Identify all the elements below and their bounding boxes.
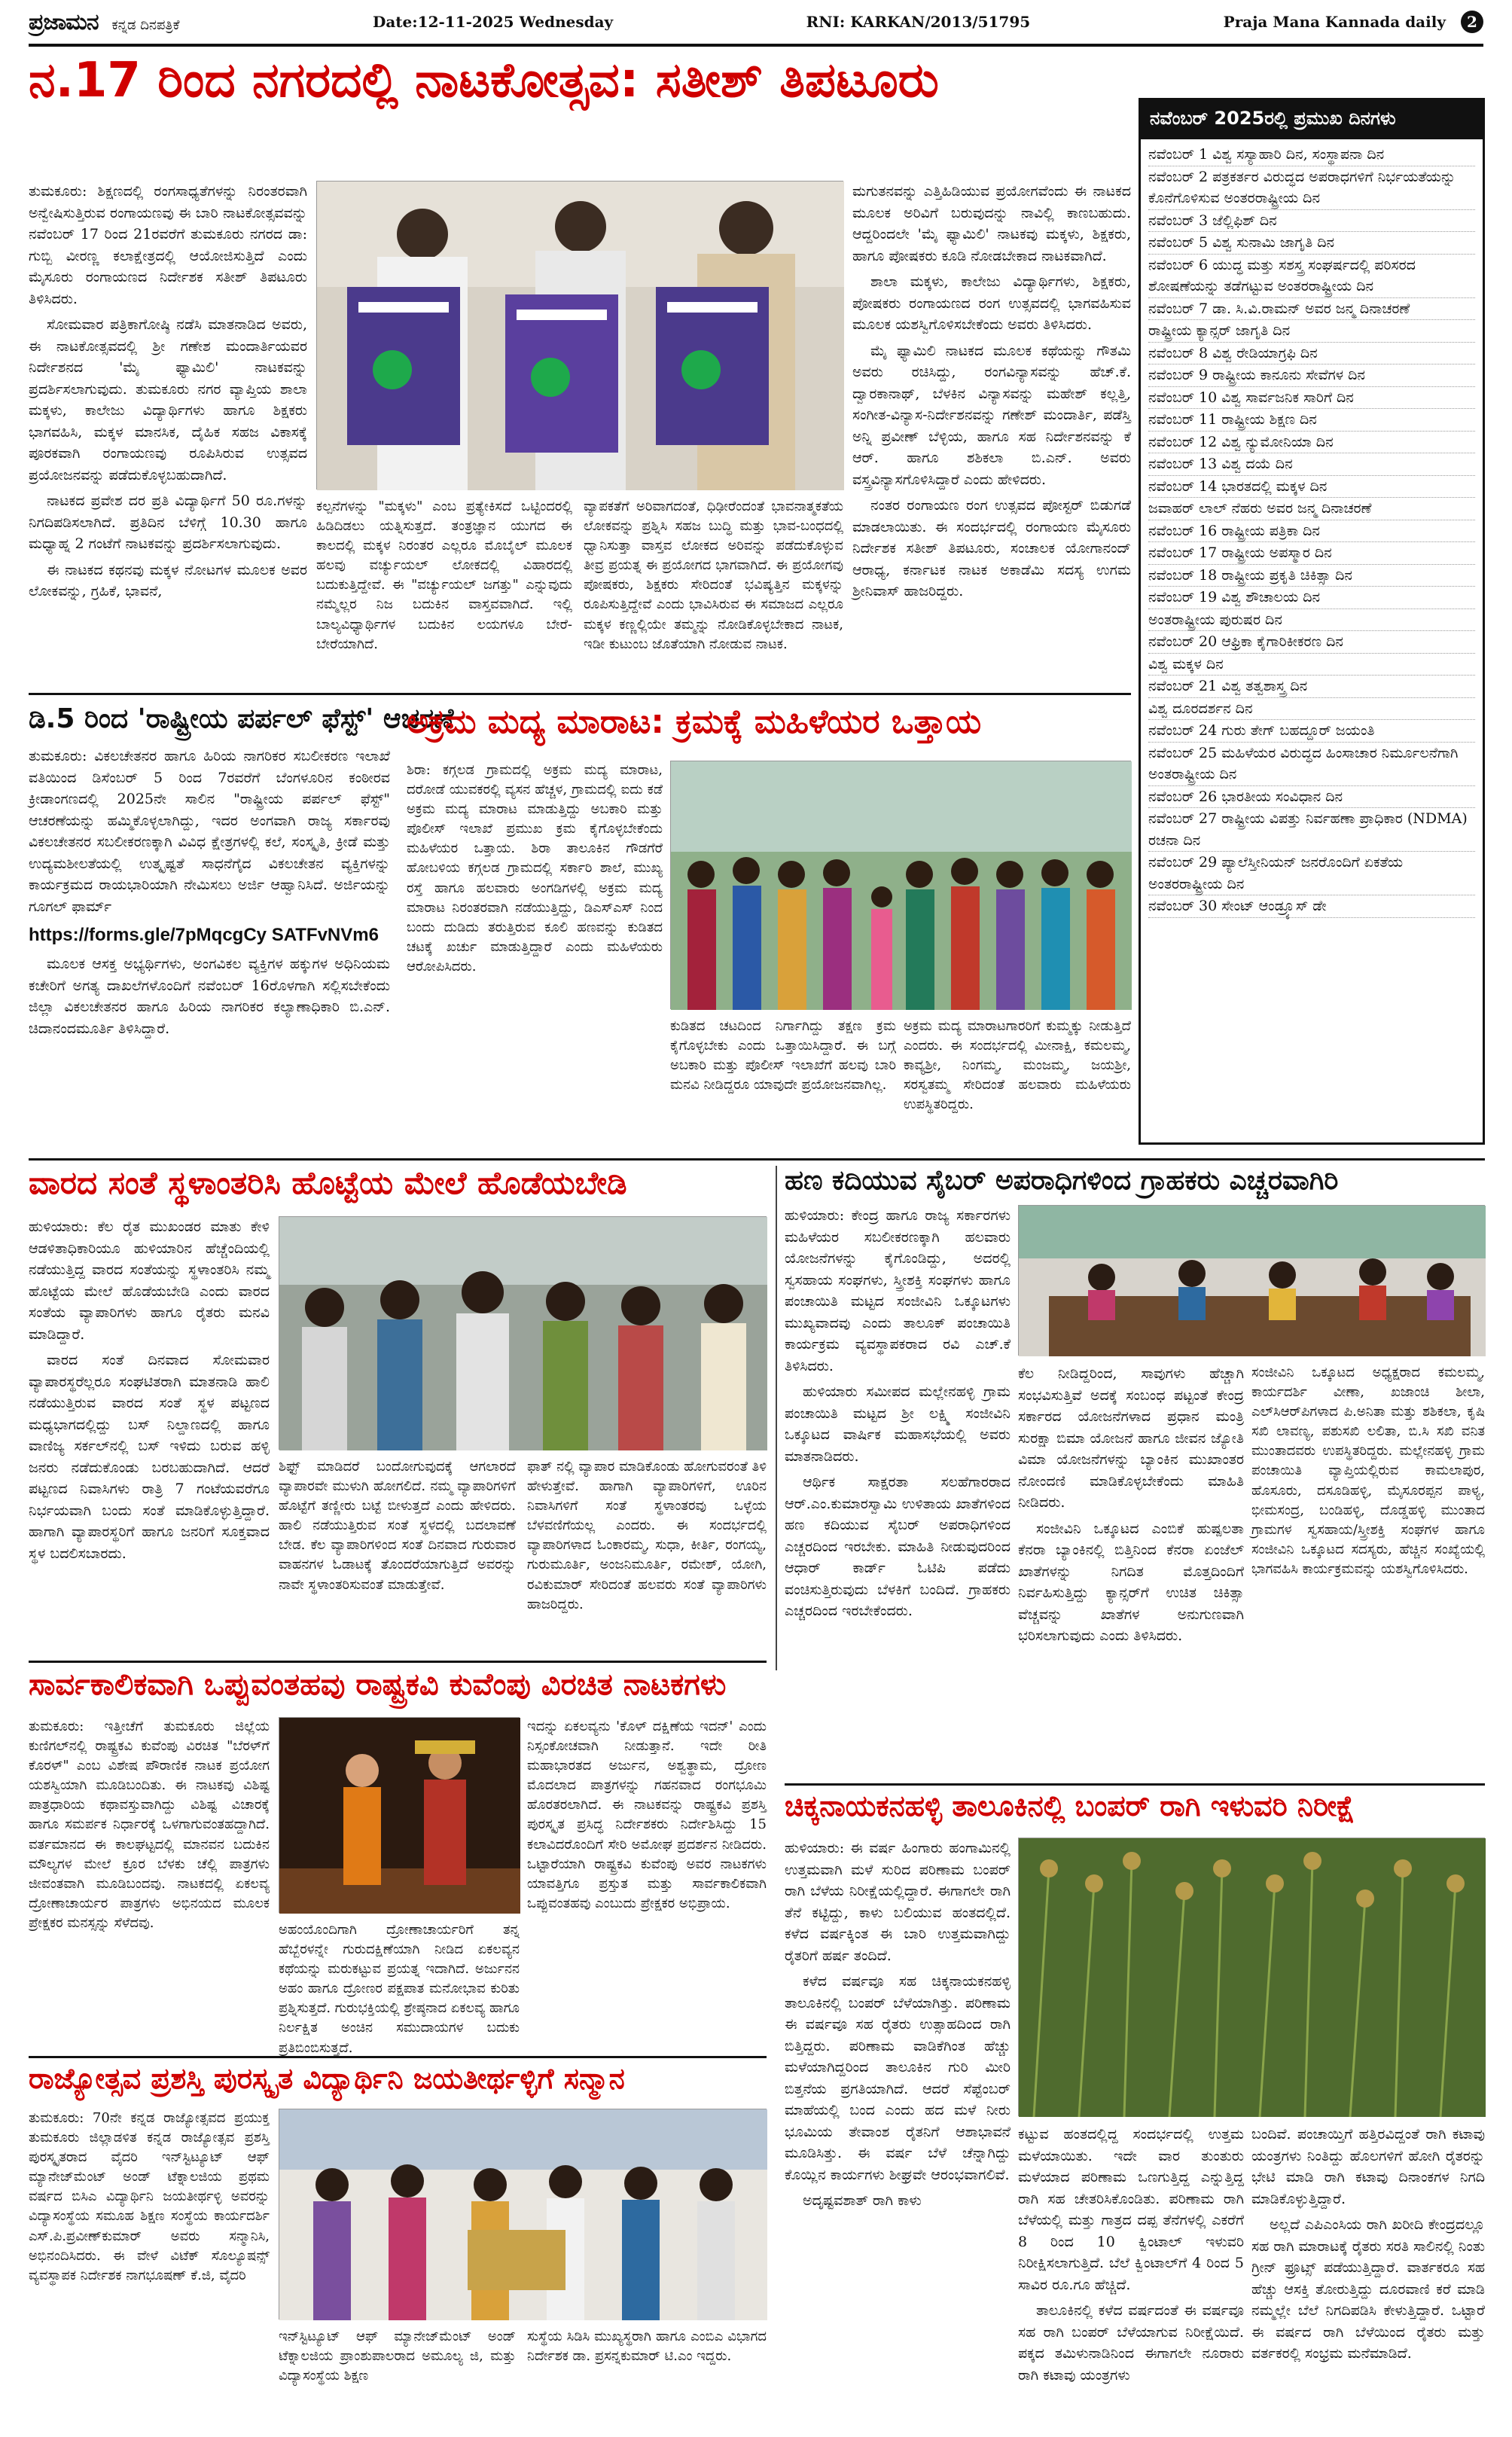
market-vendors-photo <box>279 1217 767 1450</box>
section-divider <box>29 1661 767 1663</box>
story3-photo <box>670 761 1131 1009</box>
felicitation-photo <box>279 2109 767 2320</box>
story1-paragraph: ಮೈ ಫ್ಯಾಮಿಲಿ ನಾಟಕದ ಮೂಲಕ ಕಥೆಯನ್ನು ಗೌತಮಿ ಅವರು ರಚಿಸಿದ್ದು, ರಂಗವಿನ್ಯಾಸವನ್ನು ಹೆಚ್.ಕೆ. ದ್ವಾರಕಾನಾಥ್, ಬೆಳಕಿನ ವಿನ್ಯಾಸವನ್ನು ಮಹೇಶ್ ಕಲ್ಲತ್ತಿ, ಸಂಗೀತ-ವಿನ್ಯಾಸ-ನಿರ್ದೇಶನವನ್ನು ಗಣೇಶ್ ಮಂದಾರ್ತಿ, ಪಡೆಸ್ತಿ ಅನ್ನಿ ಪ್ರವೀಣ್ ಬೆಳ್ಳಿಯ, ಹಾಗೂ ಸಹ ನಿರ್ದೇಶನವನ್ನು ಕೆ ಆರ್. ಹಾಗೂ ಶಶಿಕಲಾ ಬಿ.ಎನ್. ಅವರು ವಸ್ತ್ರವಿನ್ಯಾಸಗೊಳಿಸಿದ್ದಾರೆ ಎಂದು ಹೇಳಿದರು. <box>852 342 1131 488</box>
section-divider <box>785 1783 1485 1786</box>
story7-caption: ಇನ್‌ಸ್ಟಿಟ್ಯೂಟ್ ಆಫ್ ಮ್ಯಾನೇಜ್‌ಮೆಂಟ್ ಅಂಡ್ ಟೆಕ್ನಾಲಜಿಯ ಪ್ರಾಂಶುಪಾಲರಾದ ಅಮೂಲ್ಯ ಜಿ, ಮತ್ತು ವಿದ್ಯಾಸಂಸ್ಥೆಯ ಶಿಕ್ಷಣ <box>279 2329 516 2384</box>
important-days-list <box>1141 139 1483 923</box>
women-protest-photo <box>671 761 1132 1010</box>
play-stage-photo <box>279 1718 520 1914</box>
rni-number: RNI: KARKAN/2013/51795 <box>806 13 1031 31</box>
story5-col1 <box>785 1205 1011 1777</box>
important-day-item: ನವೆಂಬರ್ 16 ರಾಷ್ಟ್ರೀಯ ಪತ್ರಿಕಾ ದಿನ <box>1148 520 1475 543</box>
important-day-item: ನವೆಂಬರ್ 8 ವಿಶ್ವ ರೇಡಿಯಾಗ್ರಫಿ ದಿನ <box>1148 343 1475 365</box>
important-day-item: ಜವಾಹರ್ ಲಾಲ್ ನೆಹರು ಅವರ ಜನ್ಮ ದಿನಾಚರಣೆ <box>1148 498 1475 520</box>
story1-col3 <box>852 181 1131 685</box>
important-day-item: ನವೆಂಬರ್ 5 ವಿಶ್ವ ಸುನಾಮಿ ಜಾಗೃತಿ ದಿನ <box>1148 232 1475 255</box>
brand-tagline: ಕನ್ನಡ ದಿನಪತ್ರಿಕೆ <box>111 17 180 33</box>
story1-col1 <box>29 181 307 685</box>
story5-paragraph: ಆರ್ಥಿಕ ಸಾಕ್ಷರತಾ ಸಲಹೆಗಾರರಾದ ಆರ್.ಎಂ.ಕುಮಾರಸ್ವಾಮಿ ಉಳಿತಾಯ ಖಾತೆಗಳಿಂದ ಹಣ ಕದಿಯುವ ಸೈಬರ್ ಅಪರಾಧಿಗಳಿಂದ ಎಚ್ಚರದಿಂದ ಇರಬೇಕು. ಮಾಹಿತಿ ನೀಡುವುದರಿಂದ ಆಧಾರ್ ಕಾರ್ಡ್ ಓಟಿಪಿ ಪಡೆದು ವಂಚಿಸುತ್ತಿರುವುದು ಬೆಳಕಿಗೆ ಬಂದಿದೆ. ಗ್ರಾಹಕರು ಎಚ್ಚರದಿಂದ ಇರಬೇಕೆಂದರು. <box>785 1474 1011 1619</box>
story5-paragraph: ಕೆಲ ನೀಡಿದ್ದರಿಂದ, ಸಾವುಗಳು ಹೆಚ್ಚಾಗಿ ಸಂಭವಿಸುತ್ತಿವೆ ಅದಕ್ಕೆ ಸಂಬಂಧ ಪಟ್ಟಂತೆ ಕೇಂದ್ರ ಸರ್ಕಾರದ ಯೋಜನೆಗಳಾದ ಪ್ರಧಾನ ಮಂತ್ರಿ ಸುರಕ್ಷಾ ಬಿಮಾ ಯೋಜನೆ ಹಾಗೂ ಜೀವನ ಜ್ಯೋತಿ ವಿಮಾ ಯೋಜನೆಗಳನ್ನು ಬ್ಯಾಂಕಿನ ಮುಖಾಂತರ ನೋಂದಣಿ ಮಾಡಿಕೊಳ್ಳಬೇಕೆಂದು ಮಾಹಿತಿ ನೀಡಿದರು. <box>1018 1365 1244 1511</box>
story4-col1 <box>29 1216 270 1653</box>
important-days-title: ನವೆಂಬರ್ 2025ರಲ್ಲಿ ಪ್ರಮುಖ ದಿನಗಳು <box>1141 100 1483 139</box>
important-day-item: ನವೆಂಬರ್ 18 ರಾಷ್ಟ್ರೀಯ ಪ್ರಕೃತಿ ಚಿಕಿತ್ಸಾ ದಿನ <box>1148 565 1475 587</box>
story5-paragraph: ಸಂಜೀವಿನಿ ಒಕ್ಕೂಟದ ಎಂಬಿಕೆ ಹುಷ್ಪಲತಾ ಕೆನರಾ ಬ್ಯಾಂಕಿನಲ್ಲಿ ಬಿತ್ತಿನಿಂದ ಕೆನರಾ ಏಂಜೆಲ್ ಖಾತೆಗಳನ್ನು ನಿಗದಿತ ಮೊತ್ತದಿಂದಿಗೆ ನಿರ್ವಹಿಸುತ್ತಿದ್ದು ಕ್ಯಾನ್ಸರ್‌ಗೆ ಉಚಿತ ಚಿಕಿತ್ಸಾ ವೆಚ್ಚವನ್ನು ಖಾತೆಗಳ ಅನುಗುಣವಾಗಿ ಭರಿಸಲಾಗುವುದು ಎಂದು ತಿಳಿಸಿದರು. <box>1018 1520 1244 1644</box>
story8-col3 <box>1251 2124 1485 2425</box>
story7-col1: ತುಮಕೂರು: 70ನೇ ಕನ್ನಡ ರಾಜ್ಯೋತ್ಸವದ ಪ್ರಯುಕ್ತ ತುಮಕೂರು ಜಿಲ್ಲಾಡಳಿತ ಕನ್ನಡ ರಾಜ್ಯೋತ್ಸವ ಪ್ರಶಸ್ತಿ ಪುರಸ್ಕೃತರಾದ ವೈದರಿ ಇನ್‌ಸ್ಟಿಟ್ಯೂಟ್ ಆಫ್ ಮ್ಯಾನೇಜ್‌ಮೆಂಟ್ ಅಂಡ್ ಟೆಕ್ನಾಲಜಿಯ ಪ್ರಥಮ ವರ್ಷದ ಬಿಸಿಎ ವಿದ್ಯಾರ್ಥಿನಿ ಜಯತೀರ್ಥಳ್ಳಿ ಅವರನ್ನು ವಿದ್ಯಾಸಂಸ್ಥೆಯ ಸಮೂಹ ಶಿಕ್ಷಣ ಸಂಸ್ಥೆಯ ಕಾರ್ಯದರ್ಶಿ ಎಸ್.ಪಿ.ಪ್ರವೀಣ್‌ಕುಮಾರ್ ಅವರು ಸನ್ಮಾನಿಸಿ, ಅಭಿನಂದಿಸಿದರು. ಈ ವೇಳೆ ವಿಟೆಕ್ ಸೊಲ್ಯೂಷನ್ಸ್ ವ್ಯವಸ್ಥಾಪಕ ನಿರ್ದೇಶಕ ನಾಗಭೂಷಣ್ ಕೆ.ಜಿ, ವೈದರಿ <box>29 2110 270 2283</box>
story1-col2a: ಕಲ್ಪನೆಗಳನ್ನು "ಮಕ್ಕಳು" ಎಂಬ ಪ್ರತ್ಯೇಕಿಸದೆ ಒಟ್ಟಿಂದರಲ್ಲಿ ಹಿಡಿದಿಡಲು ಯತ್ನಿಸುತ್ತದೆ. ತಂತ್ರಜ್ಞಾನ ಯುಗದ ಈ ಕಾಲದಲ್ಲಿ ಮಕ್ಕಳ ನಿರಂತರ ಎಲ್ಲರೂ ಮೊಬೈಲ್ ಮೂಲಕ ಹಲವು ವರ್ಚ್ಯುಯಲ್ ಲೋಕದಲ್ಲಿ ವಿಹಾರದಲ್ಲಿ ಬದುಕುತ್ತಿದ್ದೇವೆ. ಈ "ವರ್ಚ್ಯುಯಲ್ ಜಗತ್ತು" ಎನ್ನುವುದು ನಮ್ಮೆಲ್ಲರ ನಿಜ ಬದುಕಿನ ವಾಸ್ತವವಾಗಿದೆ. ಇಲ್ಲಿ ಬಾಲ್ಯವಿಧ್ಯಾರ್ಥಿಗಳ ಬದುಕಿನ ಲಯಗಳೂ ಬೇರೆ-ಬೇರೆಯಾಗಿದೆ. <box>316 499 572 652</box>
page-number: 2 <box>1461 11 1483 33</box>
poster-release-photo <box>317 181 844 490</box>
masthead-right <box>1224 11 1483 33</box>
important-day-item: ನವೆಂಬರ್ 2 ಪತ್ರಕರ್ತರ ವಿರುದ್ಧದ ಅಪರಾಧಗಳಿಗೆ ನಿರ್ಭಯತೆಯನ್ನು ಕೊನೆಗೊಳಿಸುವ ಅಂತರರಾಷ್ಟ್ರೀಯ ದಿನ <box>1148 166 1475 210</box>
story8-paragraph: ಬಂದಿವೆ. ಪಂಚಾಯ್ತಿಗೆ ಹತ್ತಿರವಿದ್ದಂತೆ ರಾಗಿ ಕಟಾವು ಯಂತ್ರಗಳು ನಿಂತಿದ್ದು ಹೊಲಗಳಿಗೆ ಹೋಗಿ ರೈತರನ್ನು ಭೇಟಿ ಮಾಡಿ ರಾಗಿ ಕಟಾವು ದಿನಾಂಕಗಳ ನಿಗದಿ ಮಾಡಿಕೊಳ್ಳುತ್ತಿದ್ದಾರೆ. <box>1251 2126 1485 2207</box>
important-day-item: ನವೆಂಬರ್ 6 ಯುದ್ಧ ಮತ್ತು ಸಶಸ್ತ್ರ ಸಂಘರ್ಷದಲ್ಲಿ ಪರಿಸರದ ಶೋಷಣೆಯನ್ನು ತಡೆಗಟ್ಟುವ ಅಂತರರಾಷ್ಟ್ರೀಯ ದಿನ <box>1148 255 1475 298</box>
story6-col3: ಇದನ್ನು ಏಕಲವ್ಯನು 'ಕೊಳ್ ದಕ್ಷಿಣೆಯ ಇದನ್' ಎಂದು ನಿಸ್ಸಂಕೋಚವಾಗಿ ನೀಡುತ್ತಾನೆ. ಇದೇ ರೀತಿ ಮಹಾಭಾರತದ ಅರ್ಜುನ, ಅಶ್ವತ್ಥಾಮ, ದ್ರೋಣ ಮೊದಲಾದ ಪಾತ್ರಗಳನ್ನು ಗಹನವಾದ ರಂಗಭೂಮಿ ಹೊರತರಲಾಗಿದೆ. ಈ ನಾಟಕವನ್ನು ರಾಷ್ಟ್ರಕವಿ ಪ್ರಶಸ್ತಿ ಪುರಸ್ಕೃತ ಪ್ರಸಿದ್ಧ ನಿರ್ದೇಶಕರು ನಿರ್ದೇಶಿಸಿದ್ದು 15 ಕಲಾವಿದರೊಂದಿಗೆ ಸೇರಿ ಅಮೋಘ ಪ್ರದರ್ಶನ ನೀಡಿದರು. ಒಟ್ಟಾರೆಯಾಗಿ ರಾಷ್ಟ್ರಕವಿ ಕುವೆಂಪು ಅವರ ನಾಟಕಗಳು ಯಾವತ್ತಿಗೂ ಪ್ರಸ್ತುತ ಮತ್ತು ಸಾರ್ವಕಾಲಿಕವಾಗಿ ಒಪ್ಪುವಂತಹವು ಎಂಬುದು ಪ್ರೇಕ್ಷಕರ ಅಭಿಪ್ರಾಯ. <box>527 1719 767 1911</box>
story6-col1: ತುಮಕೂರು: ಇತ್ತೀಚೆಗೆ ತುಮಕೂರು ಜಿಲ್ಲೆಯ ಕುಣಿಗಲ್‌ನಲ್ಲಿ ರಾಷ್ಟ್ರಕವಿ ಕುವೆಂಪು ವಿರಚಿತ "ಬೆರಳ್‌ಗೆ ಕೊರಳ್" ಎಂಬ ವಿಶೇಷ ಪೌರಾಣಿಕ ನಾಟಕ ಪ್ರಯೋಗ ಯಶಸ್ವಿಯಾಗಿ ಮೂಡಿಬಂದಿತು. ಈ ನಾಟಕವು ವಿಶಿಷ್ಟ ಪಾತ್ರಧಾರಿಯ ಕಥಾವಸ್ತುವಾಗಿದ್ದು ವಿಶಿಷ್ಟ ವಿಚಾರಕ್ಕೆ ಹಾಗೂ ಸಮರ್ಪಕ ನಿರ್ಧಾರಕ್ಕೆ ಒಳಗಾಗುವಂತಹದ್ದಾಗಿದೆ. ವರ್ತಮಾನದ ಈ ಕಾಲಘಟ್ಟದಲ್ಲಿ ಮಾನವನ ಬದುಕಿನ ಮೌಲ್ಯಗಳ ಮೇಲೆ ಕ್ರೂರ ಬೆಳಕು ಚೆಲ್ಲಿ ಪಾತ್ರಗಳು ಜೀವಂತವಾಗಿ ಮೂಡಿಬಂದವು. ನಾಟಕದಲ್ಲಿ ಏಕಲವ್ಯ ದ್ರೋಣಾಚಾರ್ಯರ ಪಾತ್ರಗಳು ಅಭಿನಯದ ಮೂಲಕ ಪ್ರೇಕ್ಷಕರ ಮನಸ್ಸನ್ನು ಸೆಳೆದವು. <box>29 1719 270 1931</box>
form-link[interactable]: https://forms.gle/7pMqcgCy SATFvNVm6 <box>29 925 379 945</box>
story7-headline: ರಾಜ್ಯೋತ್ಸವ ಪ್ರಶಸ್ತಿ ಪುರಸ್ಕೃತ ವಿದ್ಯಾರ್ಥಿನಿ ಜಯತೀರ್ಥಳ್ಳಿಗೆ ಸನ್ಮಾನ <box>29 2062 625 2095</box>
story8-paragraph: ಕಳೆದ ವರ್ಷವೂ ಸಹ ಚಿಕ್ಕನಾಯಕನಹಳ್ಳಿ ತಾಲೂಕಿನಲ್ಲಿ ಬಂಪರ್ ಬೆಳೆಯಾಗಿತ್ತು. ಪರಿಣಾಮ ಈ ವರ್ಷವೂ ಸಹ ರೈತರು ಉತ್ಸಾಹದಿಂದ ರಾಗಿ ಬಿತ್ತಿದ್ದರು. ಪರಿಣಾಮ ವಾಡಿಕೆಗಿಂತ ಹೆಚ್ಚು ಮಳೆಯಾಗಿದ್ದರಿಂದ ತಾಲೂಕಿನ ಗುರಿ ಮೀರಿ ಬಿತ್ತನೆಯ ಪ್ರಗತಿಯಾಗಿದೆ. ಆದರೆ ಸೆಪ್ಟೆಂಬರ್ ಮಾಹೆಯಲ್ಲಿ ಬಂದ ಎಂದು ಹದ ಮಳೆ ನೀರು ಭೂಮಿಯ ತೇವಾಂಶ ರೈತನಿಗೆ ಆಶಾಭಾವನೆ ಮೂಡಿಸಿತ್ತು. ಈ ವರ್ಷ ಬೆಳೆ ಚೆನ್ನಾಗಿದ್ದು ಕೊಯ್ಲಿನ ಕಾರ್ಯಗಳು ಶೀಘ್ರವೇ ಆರಂಭವಾಗಲಿವೆ. <box>785 1973 1011 2183</box>
important-day-item: ನವೆಂಬರ್ 14 ಭಾರತದಲ್ಲಿ ಮಕ್ಕಳ ದಿನ <box>1148 476 1475 499</box>
story1-headline: ನ.17 ರಿಂದ ನಗರದಲ್ಲಿ ನಾಟಕೋತ್ಸವ: ಸತೀಶ್ ತಿಪಟೂರು <box>29 53 939 108</box>
story6-col2: ಅಹಂಯೊಂದಿಗಾಗಿ ದ್ರೋಣಾಚಾರ್ಯರಿಗೆ ತನ್ನ ಹೆಬ್ಬೆರಳನ್ನೇ ಗುರುದಕ್ಷಿಣೆಯಾಗಿ ನೀಡಿದ ಏಕಲವ್ಯನ ಕಥೆಯನ್ನು ಮರುಕಟ್ಟುವ ಪ್ರಯತ್ನ ಇದಾಗಿದೆ. ಅರ್ಜುನನ ಅಹಂ ಹಾಗೂ ದ್ರೋಣರ ಪಕ್ಷಪಾತ ಮನೋಭಾವ ಕುರಿತು ಪ್ರಶ್ನಿಸುತ್ತದೆ. ಗುರುಭಕ್ತಿಯಲ್ಲಿ ಶ್ರೇಷ್ಠನಾದ ಏಕಲವ್ಯ ಹಾಗೂ ನಿರ್ಲಕ್ಷಿತ ಅಂಚಿನ ಸಮುದಾಯಗಳ ಬದುಕು ಪ್ರತಿಬಿಂಬಿಸುತ್ತದೆ. <box>279 1922 520 2056</box>
meeting-photo <box>1019 1206 1486 1356</box>
english-name: Praja Mana Kannada daily <box>1223 13 1446 31</box>
story1-paragraph: ಈ ನಾಟಕದ ಕಥನವು ಮಕ್ಕಳ ನೋಟಗಳ ಮೂಲಕ ಅವರ ಲೋಕವನ್ನು, ಗ್ರಹಿಕೆ, ಭಾವನೆ, <box>29 561 307 599</box>
important-day-item: ರಾಷ್ಟ್ರೀಯ ಕ್ಯಾನ್ಸರ್ ಜಾಗೃತಿ ದಿನ <box>1148 320 1475 343</box>
story2-headline: ಡಿ.5 ರಿಂದ 'ರಾಷ್ಟ್ರೀಯ ಪರ್ಪಲ್ ಫೆಸ್ಟ್' ಆಚರಣೆ <box>29 703 454 734</box>
story4-photo <box>279 1216 767 1450</box>
section-divider <box>29 2056 767 2058</box>
important-day-item: ಅಂತರಾಷ್ಟ್ರೀಯ ಪುರುಷರ ದಿನ <box>1148 609 1475 632</box>
story2-paragraph: ಮೂಲಕ ಆಸಕ್ತ ಅಭ್ಯರ್ಥಿಗಳು, ಅಂಗವಿಕಲ ವ್ಯಕ್ತಿಗಳ ಹಕ್ಕುಗಳ ಅಧಿನಿಯಮ ಕಚೇರಿಗೆ ಅಗತ್ಯ ದಾಖಲೆಗಳೊಂದಿಗೆ ನವೆಂಬರ್ 16ರೊಳಗಾಗಿ ಸಲ್ಲಿಸಬೇಕೆಂದು ಜಿಲ್ಲಾ ವಿಕಲಚೇತನರ ಹಾಗೂ ಹಿರಿಯ ನಾಗರಿಕರ ಕಲ್ಯಾಣಾಧಿಕಾರಿ ಬಿ.ಎನ್. ಚಿದಾನಂದಮೂರ್ತಿ ತಿಳಿಸಿದ್ದಾರೆ. <box>29 956 390 1037</box>
important-day-item: ನವೆಂಬರ್ 24 ಗುರು ತೇಗ್ ಬಹದ್ದೂರ್ ಜಯಂತಿ <box>1148 720 1475 743</box>
story4-headline: ವಾರದ ಸಂತೆ ಸ್ಥಳಾಂತರಿಸಿ ಹೊಟ್ಟೆಯ ಮೇಲೆ ಹೊಡೆಯಬೇಡಿ <box>29 1164 627 1201</box>
important-day-item: ವಿಶ್ವ ಮಕ್ಕಳ ದಿನ <box>1148 654 1475 676</box>
story5-paragraph: ಹುಳಿಯಾರು ಸಮೀಪದ ಮಲ್ಲೇನಹಳ್ಳಿ ಗ್ರಾಮ ಪಂಚಾಯಿತಿ ಮಟ್ಟದ ಶ್ರೀ ಲಕ್ಷ್ಮಿ ಸಂಜೀವಿನಿ ಒಕ್ಕೂಟದ ವಾರ್ಷಿಕ ಮಹಾಸಭೆಯಲ್ಲಿ ಅವರು ಮಾತನಾಡಿದರು. <box>785 1383 1011 1465</box>
story1-photo <box>316 181 843 490</box>
important-day-item: ನವೆಂಬರ್ 13 ವಿಶ್ವ ದಯೆ ದಿನ <box>1148 453 1475 476</box>
important-day-item: ನವೆಂಬರ್ 20 ಆಫ್ರಿಕಾ ಕೈಗಾರಿಕೀಕರಣ ದಿನ <box>1148 631 1475 654</box>
story3-headline: ಅಕ್ರಮ ಮದ್ಯ ಮಾರಾಟ: ಕ್ರಮಕ್ಕೆ ಮಹಿಳೆಯರ ಒತ್ತಾಯ <box>407 703 982 741</box>
brand-name: ಪ್ರಜಾಮನ <box>29 8 99 35</box>
section-divider <box>29 693 1131 695</box>
story1-paragraph: ನಾಟಕದ ಪ್ರವೇಶ ದರ ಪ್ರತಿ ವಿದ್ಯಾರ್ಥಿಗೆ 50 ರೂ.ಗಳನ್ನು ನಿಗದಿಪಡಿಸಲಾಗಿದೆ. ಪ್ರತಿದಿನ ಬೆಳಿಗ್ಗೆ 10.30 ಹಾಗೂ ಮಧ್ಯಾಹ್ನ 2 ಗಂಟೆಗೆ ನಾಟಕವನ್ನು ಪ್ರದರ್ಶಿಸಲಾಗುವುದು. <box>29 493 307 552</box>
story2-body <box>29 746 390 1152</box>
important-day-item: ನವೆಂಬರ್ 21 ವಿಶ್ವ ತತ್ವಶಾಸ್ತ್ರ ದಿನ <box>1148 676 1475 698</box>
story5-col3: ಸಂಜೀವಿನಿ ಒಕ್ಕೂಟದ ಅಧ್ಯಕ್ಷರಾದ ಕಮಲಮ್ಮ, ಕಾರ್ಯದರ್ಶಿ ವೀಣಾ, ಖಜಾಂಚಿ ಶೀಲಾ, ಎಲ್‌ಸಿಆರ್‌ಪಿಗಳಾದ ಪಿ.ಅನಿತಾ ಮತ್ತು ಶಶಿಕಲಾ, ಕೃಷಿ ಸಖಿ ಲಾವಣ್ಯ, ಪಶುಸಖಿ ಲಲಿತಾ, ಬಿ.ಸಿ ಸಖಿ ವನಿತ ಮುಂತಾದವರು ಉಪಸ್ಥಿತರಿದ್ದರು. ಮಲ್ಲೇನಹಳ್ಳಿ ಗ್ರಾಮ ಪಂಚಾಯಿತಿ ವ್ಯಾಪ್ತಿಯಲ್ಲಿರುವ ಕಾಮಲಾಪುರ, ಹೊಸೂರು, ದಸೂಡಿಹಳ್ಳಿ, ಮೈಸೂರಪ್ಪನ ಪಾಳ್ಯ, ಭೀಮಸಂದ್ರ, ಬಂಡಿಹಳ್ಳಿ, ದೊಡ್ಡಹಳ್ಳಿ ಮುಂತಾದ ಗ್ರಾಮಗಳ ಸ್ವಸಹಾಯ/ಸ್ತ್ರೀಶಕ್ತಿ ಸಂಘಗಳ ಹಾಗೂ ಸಂಜೀವಿನಿ ಒಕ್ಕೂಟದ ಸದಸ್ಯರು, ಹೆಚ್ಚಿನ ಸಂಖ್ಯೆಯಲ್ಲಿ ಭಾಗವಹಿಸಿ ಕಾರ್ಯಕ್ರಮವನ್ನು ಯಶಸ್ವಿಗೊಳಿಸಿದರು. <box>1251 1365 1485 1577</box>
issue-date: Date:12-11-2025 Wednesday <box>373 13 614 31</box>
story1-paragraph: ಮಗುತನವನ್ನು ಎತ್ತಿಹಿಡಿಯುವ ಪ್ರಯೋಗವೆಂದು ಈ ನಾಟಕದ ಮೂಲಕ ಅರಿವಿಗೆ ಬರುವುದನ್ನು ನಾವಿಲ್ಲಿ ಕಾಣಬಹುದು. ಆದ್ದರಿಂದಲೇ 'ಮೈ ಫ್ಯಾಮಿಲಿ' ನಾಟಕವು ಮಕ್ಕಳು, ಶಿಕ್ಷಕರು, ಹಾಗೂ ಪೋಷಕರು ಕೂಡಿ ನೋಡಬೇಕಾದ ನಾಟಕವಾಗಿದೆ. <box>852 183 1131 264</box>
story4-col2: ಶಿಫ್ಟ್ ಮಾಡಿದರೆ ಬಂದೋಗುವುದಕ್ಕೆ ಆಗಲಾರದೆ ವ್ಯಾಪಾರವೇ ಮುಳುಗಿ ಹೋಗಲಿದೆ. ನಮ್ಮ ವ್ಯಾಪಾರಿಗಳಿಗೆ ಹೊಟ್ಟೆಗೆ ತಣ್ಣೀರು ಬಟ್ಟೆ ಬೀಳುತ್ತದೆ ಎಂದು ಹೇಳಿದರು. ಹಾಲಿ ನಡೆಯುತ್ತಿರುವ ಸಂತೆ ಸ್ಥಳದಲ್ಲಿ ಬದಲಾವಣೆ ಬೇಡ. ಕೆಲ ವ್ಯಾಪಾರಿಗಳಿಂದ ಸಂತೆ ದಿನವಾದ ಗುರುವಾರ ವಾಹನಗಳ ಓಡಾಟಕ್ಕೆ ತೊಂದರೆಯಾಗುತ್ತಿದೆ ಅವರನ್ನು ನಾವೇ ಸ್ಥಳಾಂತರಿಸುವಂತೆ ಮಾಡುತ್ತೇವೆ. <box>279 1459 516 1593</box>
story7-caption2: ಸುಸ್ಥೆಯ ಸಿಡಿಸಿ ಮುಖ್ಯಸ್ಥರಾಗಿ ಹಾಗೂ ಎಂಬಿಎ ವಿಭಾಗದ ನಿರ್ದೇಶಕ ಡಾ. ಪ್ರಸನ್ನಕುಮಾರ್ ಟಿ.ಎಂ ಇದ್ದರು. <box>527 2329 767 2365</box>
important-days-box <box>1139 98 1485 1145</box>
important-day-item: ನವೆಂಬರ್ 7 ಡಾ. ಸಿ.ವಿ.ರಾಮನ್ ಅವರ ಜನ್ಮ ದಿನಾಚರಣೆ <box>1148 298 1475 321</box>
ragi-crop-photo <box>1019 1838 1486 2117</box>
story1-paragraph: ತುಮಕೂರು: ಶಿಕ್ಷಣದಲ್ಲಿ ರಂಗಸಾಧ್ಯತೆಗಳನ್ನು ನಿರಂತರವಾಗಿ ಅನ್ವೇಷಿಸುತ್ತಿರುವ ರಂಗಾಯಣವು ಈ ಬಾರಿ ನಾಟಕೋತ್ಸವವನ್ನು ನವೆಂಬರ್ 17 ರಿಂದ 21ರವರೆಗೆ ತುಮಕೂರು ನಗರದ ಡಾ: ಗುಬ್ಬಿ ವೀರಣ್ಣ ಕಲಾಕ್ಷೇತ್ರದಲ್ಲಿ ಆಯೋಜಿಸುತ್ತಿದೆ ಎಂದು ಮೈಸೂರು ರಂಗಾಯಣದ ನಿರ್ದೇಶಕ ಸತೀಶ್ ತಿಪಟೂರು ತಿಳಿಸಿದರು. <box>29 183 307 307</box>
story4-paragraph: ವಾರದ ಸಂತೆ ದಿನವಾದ ಸೋಮವಾರ ವ್ಯಾಪಾರಸ್ಥರೆಲ್ಲರೂ ಸಂಘಟಿತರಾಗಿ ಮಾತನಾಡಿ ಹಾಲಿ ನಡೆಯುತ್ತಿರುವ ವಾರದ ಸಂತೆ ಸ್ಥಳ ಪಟ್ಟಣದ ಮಧ್ಯಭಾಗದಲ್ಲಿದ್ದು ಬಸ್ ನಿಲ್ದಾಣದಲ್ಲಿ ಹಾಗೂ ವಾಣಿಜ್ಯ ಸರ್ಕಲ್‌ನಲ್ಲಿ ಬಸ್ ಇಳಿದು ಬರುವ ಹಳ್ಳಿ ಜನರು ನಡೆದುಕೊಂಡು ಬರಬಹುದಾಗಿದೆ. ಆದರೆ ಪಟ್ಟಣದ ನಿವಾಸಿಗಳು ರಾತ್ರಿ 7 ಗಂಟೆಯವರೆಗೂ ನಿರ್ಭಯವಾಗಿ ಬಂದು ಸಂತೆ ಮಾಡಿಕೊಳ್ಳುತ್ತಿದ್ದಾರೆ. ಹಾಗಾಗಿ ವ್ಯಾಪಾರಸ್ಥರಿಗೆ ಹಾಗೂ ಜನರಿಗೆ ಸೂಕ್ತವಾದ ಸ್ಥಳ ಬದಲಿಸಬಾರದು. <box>29 1352 270 1562</box>
story8-paragraph: ಕಟ್ಟುವ ಹಂತದಲ್ಲಿದ್ದ ಸಂದರ್ಭದಲ್ಲಿ ಉತ್ತಮ ಮಳೆಯಾಯಿತು. ಇದೇ ವಾರ ತುಂತುರು ಮಳೆಯಾದ ಪರಿಣಾಮ ಒಣಗುತ್ತಿದ್ದ ಎನ್ನುತ್ತಿದ್ದ ರಾಗಿ ಸಹ ಚೇತರಿಸಿಕೊಂಡಿತು. ಪರಿಣಾಮ ರಾಗಿ ಬೆಳೆಯಲ್ಲಿ ಮತ್ತು ಗಾತ್ರದ ದಪ್ಪ ತೆನೆಗಳಲ್ಲಿ ಎಕರೆಗೆ 8 ರಿಂದ 10 ಕ್ವಿಂಟಾಲ್ ಇಳುವರಿ ನಿರೀಕ್ಷಿಸಲಾಗುತ್ತಿದೆ. ಬೆಲೆ ಕ್ವಿಂಟಾಲ್‌ಗೆ 4 ರಿಂದ 5 ಸಾವಿರ ರೂ.ಗೂ ಹೆಚ್ಚಿದೆ. <box>1018 2126 1244 2293</box>
important-day-item: ನವೆಂಬರ್ 17 ರಾಷ್ಟ್ರೀಯ ಅಪಸ್ಮಾರ ದಿನ <box>1148 542 1475 565</box>
important-day-item: ನವೆಂಬರ್ 30 ಸೇಂಟ್ ಆಂಡ್ರ್ಯೂಸ್ ಡೇ <box>1148 895 1475 918</box>
story3-caption2: ಅಕ್ರಮ ಮದ್ಯ ಮಾರಾಟಗಾರರಿಗೆ ಕುಮ್ಮಕ್ಕು ನೀಡುತ್ತಿದೆ ಎಂದರು. ಈ ಸಂದರ್ಭದಲ್ಲಿ ಮೀನಾಕ್ಷಿ, ಕಮಲಮ್ಮ, ಕಾವ್ಯಶ್ರೀ, ನಿಂಗಮ್ಮ, ಮಂಜಮ್ಮ, ಜಯಶ್ರೀ, ಸರಸ್ವತಮ್ಮ ಸೇರಿದಂತೆ ಹಲವಾರು ಮಹಿಳೆಯರು ಉಪಸ್ಥಿತರಿದ್ದರು. <box>904 1018 1131 1113</box>
story8-headline: ಚಿಕ್ಕನಾಯಕನಹಳ್ಳಿ ತಾಲೂಕಿನಲ್ಲಿ ಬಂಪರ್ ರಾಗಿ ಇಳುವರಿ ನಿರೀಕ್ಷೆ <box>785 1789 1355 1822</box>
story1-col2b: ವ್ಯಾಪಕತೆಗೆ ಅರಿವಾಗದಂತೆ, ಧಿಢೀರೆಂದಂತೆ ಭಾವನಾತ್ಮಕತೆಯ ಲೋಕವನ್ನು ಪ್ರಶ್ನಿಸಿ ಸಹಜ ಬುದ್ಧಿ ಮತ್ತು ಭಾವ-ಬಂಧದಲ್ಲಿ ಧ್ವಾನಿಸುತ್ತಾ ವಾಸ್ತವ ಲೋಕದ ಅರಿವನ್ನು ಪಡೆದುಕೊಳ್ಳುವ ತೀವ್ರ ಪ್ರಯತ್ನ ಈ ಪ್ರಯೋಗದ ಭಾಗವಾಗಿದೆ. ಈ ಪ್ರಯೋಗವು ಪೋಷಕರು, ಶಿಕ್ಷಕರು ಸೇರಿದಂತೆ ಭವಿಷ್ಯತ್ತಿನ ಮಕ್ಕಳನ್ನು ರೂಪಿಸುತ್ತಿದ್ದೇವೆ ಎಂದು ಭಾವಿಸಿರುವ ಈ ಸಮಾಜದ ಎಲ್ಲರೂ ಮಕ್ಕಳ ಕಣ್ಣಲ್ಲಿಯೇ ತಮ್ಮನ್ನು ನೋಡಿಕೊಳ್ಳಬೇಕಾದ ನಾಟಕ, ಇಡೀ ಕುಟುಂಬ ಜೊತೆಯಾಗಿ ನೋಡುವ ನಾಟಕ. <box>584 499 843 652</box>
story1-paragraph: ನಂತರ ರಂಗಾಯಣ ರಂಗ ಉತ್ಸವದ ಪೋಸ್ಟರ್ ಬಿಡುಗಡೆ ಮಾಡಲಾಯಿತು. ಈ ಸಂದರ್ಭದಲ್ಲಿ ರಂಗಾಯಣ ಮೈಸೂರು ನಿರ್ದೇಶಕ ಸತೀಶ್ ತಿಪಟೂರು, ಸಂಚಾಲಕ ಯೋಗಾನಂದ್ ಆರಾಧ್ಯ, ಕರ್ನಾಟಕ ನಾಟಕ ಅಕಾಡೆಮಿ ಸದಸ್ಯ ಉಗಮ ಶ್ರೀನಿವಾಸ್ ಹಾಜರಿದ್ದರು. <box>852 497 1131 599</box>
important-day-item: ನವೆಂಬರ್ 10 ವಿಶ್ವ ಸಾರ್ವಜನಿಕ ಸಾರಿಗೆ ದಿನ <box>1148 387 1475 410</box>
story2-paragraph: ತುಮಕೂರು: ವಿಕಲಚೇತನರ ಹಾಗೂ ಹಿರಿಯ ನಾಗರಿಕರ ಸಬಲೀಕರಣ ಇಲಾಖೆ ವತಿಯಿಂದ ಡಿಸೆಂಬರ್ 5 ರಿಂದ 7ರವರೆಗೆ ಬೆಂಗಳೂರಿನ ಕಂಠೀರವ ಕ್ರೀಡಾಂಗಣದಲ್ಲಿ 2025ನೇ ಸಾಲಿನ "ರಾಷ್ಟ್ರೀಯ ಪರ್ಪಲ್ ಫೆಸ್ಟ್" ಆಚರಣೆಯನ್ನು ಹಮ್ಮಿಕೊಳ್ಳಲಾಗಿದ್ದು, ಇದರ ಅಂಗವಾಗಿ ರಾಜ್ಯ ಸರ್ಕಾರವು ವಿಕಲಚೇತನರ ಸಬಲೀಕರಣಕ್ಕಾಗಿ ವಿವಿಧ ಕ್ಷೇತ್ರಗಳಲ್ಲಿ ಕಲೆ, ಸಂಸ್ಕೃತಿ, ಕ್ರೀಡೆ ಮತ್ತು ಉದ್ಯಮಶೀಲತೆಯಲ್ಲಿ ಉತ್ಕೃಷ್ಟತೆ ಸಾಧನೆಗೈದ ವಿಕಲಚೇತನ ವ್ಯಕ್ತಿಗಳನ್ನು ಕಾರ್ಯಕ್ರಮದ ರಾಯಭಾರಿಯಾಗಿ ನೇಮಿಸಲು ಅರ್ಜಿ ಆಹ್ವಾನಿಸಿದೆ. ಅರ್ಜಿಯನ್ನು ಗೂಗಲ್ ಫಾರ್ಮ್ <box>29 748 390 915</box>
story4-col3: ಫಾತ್ ನಲ್ಲಿ ವ್ಯಾಪಾರ ಮಾಡಿಕೊಂಡು ಹೋಗುವರಂತೆ ತಿಳಿ ಹೇಳುತ್ತೇವೆ. ಹಾಗಾಗಿ ವ್ಯಾಪಾರಿಗಳಿಗೆ, ಊರಿನ ನಿವಾಸಿಗಳಿಗೆ ಸಂತೆ ಸ್ಥಳಾಂತರವು ಒಳ್ಳೆಯ ಬೆಳವಣಿಗೆಯಲ್ಲ ಎಂದರು. ಈ ಸಂದರ್ಭದಲ್ಲಿ ವ್ಯಾಪಾರಿಗಳಾದ ಓಂಕಾರಮ್ಮ, ಸುಧಾ, ಕೀರ್ತಿ, ರಂಗಯ್ಯ, ಗುರುಮೂರ್ತಿ, ಅಂಜನಿಮೂರ್ತಿ, ರಮೇಶ್, ಯೋಗಿ, ರವಿಕುಮಾರ್ ಸೇರಿದಂತೆ ಹಲವರು ಸಂತೆ ವ್ಯಾಪಾರಿಗಳು ಹಾಜರಿದ್ದರು. <box>527 1459 767 1612</box>
story6-photo <box>279 1717 520 1913</box>
story5-col2 <box>1018 1363 1244 1777</box>
important-day-item: ನವೆಂಬರ್ 12 ವಿಶ್ವ ನ್ಯುಮೋನಿಯಾ ದಿನ <box>1148 432 1475 454</box>
story3-col1: ಶಿರಾ: ಕಗ್ಗಲಡ ಗ್ರಾಮದಲ್ಲಿ ಅಕ್ರಮ ಮದ್ಯ ಮಾರಾಟ, ದರೋಡೆ ಯುವಕರಲ್ಲಿ ವ್ಯಸನ ಹೆಚ್ಚಳ, ಗ್ರಾಮದಲ್ಲಿ ಐದು ಕಡೆ ಅಕ್ರಮ ಮದ್ಯ ಮಾರಾಟ ಮಾಡುತ್ತಿದ್ದು ಅಬಕಾರಿ ಮತ್ತು ಪೊಲೀಸ್ ಇಲಾಖೆ ಪ್ರಮುಖ ಕ್ರಮ ಕೈಗೊಳ್ಳಬೇಕೆಂದು ಮಹಿಳೆಯರ ಒತ್ತಾಯ. ಶಿರಾ ತಾಲೂಕಿನ ಗೌಡಗೆರೆ ಹೋಬಳಿಯ ಕಗ್ಗಲಡ ಗ್ರಾಮದಲ್ಲಿ ಸರ್ಕಾರಿ ಶಾಲೆ, ಮುಖ್ಯ ರಸ್ತೆ ಹಾಗೂ ಹಲವಾರು ಅಂಗಡಿಗಳಲ್ಲಿ ಅಕ್ರಮ ಮದ್ಯ ಮಾರಾಟ ನಿರಂತರವಾಗಿ ನಡೆಯುತ್ತಿದ್ದು, ಡಿಎಸ್‌ಎಸ್ ನಿಂದ ಬಂದು ದುಡಿದು ತರುತ್ತಿರುವ ಕೂಲಿ ಹಣವನ್ನು ಕುಡಿತದ ಚಟಕ್ಕೆ ಖರ್ಚು ಮಾಡುತ್ತಿದ್ದಾರೆ ಎಂದು ಮಹಿಳೆಯರು ಆರೋಪಿಸಿದರು. <box>407 762 663 974</box>
important-day-item: ನವೆಂಬರ್ 26 ಭಾರತೀಯ ಸಂವಿಧಾನ ದಿನ <box>1148 786 1475 809</box>
important-day-item: ವಿಶ್ವ ದೂರದರ್ಶನ ದಿನ <box>1148 698 1475 721</box>
masthead-left <box>29 9 180 35</box>
story1-paragraph: ಶಾಲಾ ಮಕ್ಕಳು, ಕಾಲೇಜು ವಿದ್ಯಾರ್ಥಿಗಳು, ಶಿಕ್ಷಕರು, ಪೋಷಕರು ರಂಗಾಯಣದ ರಂಗ ಉತ್ಸವದಲ್ಲಿ ಭಾಗವಹಿಸುವ ಮೂಲಕ ಯಶಸ್ವಿಗೊಳಿಸಬೇಕೆಂದು ಅವರು ತಿಳಿಸಿದರು. <box>852 273 1131 333</box>
story3-caption: ಕುಡಿತದ ಚಟದಿಂದ ನಿರ್ಗಾಗಿದ್ದು ತಕ್ಷಣ ಕ್ರಮ ಕೈಗೊಳ್ಳಬೇಕು ಎಂದು ಒತ್ತಾಯಿಸಿದ್ದಾರೆ. ಈ ಬಗ್ಗೆ ಅಬಕಾರಿ ಮತ್ತು ಪೊಲೀಸ್ ಇಲಾಖೆಗೆ ಹಲವು ಬಾರಿ ಮನವಿ ನೀಡಿದ್ದರೂ ಯಾವುದೇ ಪ್ರಯೋಜನವಾಗಿಲ್ಲ. <box>670 1018 896 1093</box>
story7-photo <box>279 2109 767 2320</box>
story8-col1 <box>785 1838 1011 2425</box>
story4-paragraph: ಹುಳಿಯಾರು: ಕೆಲ ರೈತ ಮುಖಂಡರ ಮಾತು ಕೇಳಿ ಆಡಳಿತಾಧಿಕಾರಿಯೂ ಹುಳಿಯಾರಿನ ಹೆಚ್ಚೆಂದಿಯಲ್ಲಿ ನಡೆಯುತ್ತಿದ್ದ ವಾರದ ಸಂತೆಯನ್ನು ಸ್ಥಳಾಂತರಿಸಿ ನಮ್ಮ ಹೊಟ್ಟೆಯ ಮೇಲೆ ಹೊಡೆಯಬೇಡಿ ಎಂದು ವಾರದ ಸಂತೆಯ ವ್ಯಾಪಾರಿಗಳು ಹಾಗೂ ರೈತರು ಮನವಿ ಮಾಡಿದ್ದಾರೆ. <box>29 1218 270 1343</box>
story8-paragraph: ಅದೃಷ್ಟವಶಾತ್ ರಾಗಿ ಕಾಳು <box>803 2192 922 2209</box>
important-day-item: ನವೆಂಬರ್ 1 ವಿಶ್ವ ಸಸ್ಯಾಹಾರಿ ದಿನ, ಸಂಸ್ಥಾಪನಾ ದಿನ <box>1148 144 1475 166</box>
story8-col2 <box>1018 2124 1244 2425</box>
important-day-item: ನವೆಂಬರ್ 27 ರಾಷ್ಟ್ರೀಯ ವಿಪತ್ತು ನಿರ್ವಹಣಾ ಪ್ರಾಧಿಕಾರ (NDMA) ರಚನಾ ದಿನ <box>1148 808 1475 852</box>
section-divider <box>29 1158 1485 1161</box>
important-day-item: ನವೆಂಬರ್ 3 ಜೆಲ್ಲಿಫಿಶ್ ದಿನ <box>1148 210 1475 233</box>
story5-paragraph: ಹುಳಿಯಾರು: ಕೇಂದ್ರ ಹಾಗೂ ರಾಜ್ಯ ಸರ್ಕಾರಗಳು ಮಹಿಳೆಯರ ಸಬಲೀಕರಣಕ್ಕಾಗಿ ಹಲವಾರು ಯೋಜನೆಗಳನ್ನು ಕೈಗೊಂಡಿದ್ದು, ಅದರಲ್ಲಿ ಸ್ವಸಹಾಯ ಸಂಘಗಳು, ಸ್ತ್ರೀಶಕ್ತಿ ಸಂಘಗಳು ಹಾಗೂ ಪಂಚಾಯಿತಿ ಮಟ್ಟದ ಸಂಜೀವಿನಿ ಒಕ್ಕೂಟಗಳು ಮುಖ್ಯವಾದವು ಎಂದು ತಾಲೂಕ್ ಪಂಚಾಯಿತಿ ಕಾರ್ಯಕ್ರಮ ವ್ಯವಸ್ಥಾಪಕರಾದ ರವಿ ಎಚ್.ಕೆ ತಿಳಿಸಿದರು. <box>785 1207 1011 1374</box>
important-day-item: ನವೆಂಬರ್ 9 ರಾಷ್ಟ್ರೀಯ ಕಾನೂನು ಸೇವೆಗಳ ದಿನ <box>1148 364 1475 387</box>
important-day-item: ನವೆಂಬರ್ 19 ವಿಶ್ವ ಶೌಚಾಲಯ ದಿನ <box>1148 587 1475 609</box>
column-divider <box>776 1166 777 1670</box>
story8-paragraph: ಹುಳಿಯಾರು: ಈ ವರ್ಷ ಹಿಂಗಾರು ಹಂಗಾಮಿನಲ್ಲಿ ಉತ್ತಮವಾಗಿ ಮಳೆ ಸುರಿದ ಪರಿಣಾಮ ಬಂಪರ್ ರಾಗಿ ಬೆಳೆಯ ನಿರೀಕ್ಷೆಯಲ್ಲಿದ್ದಾರೆ. ಈಗಾಗಲೇ ರಾಗಿ ತೆನೆ ಕಟ್ಟಿದ್ದು, ಕಾಳು ಬಲಿಯುವ ಹಂತದಲ್ಲಿದೆ. ಕಳೆದ ವರ್ಷಕ್ಕಿಂತ ಈ ಬಾರಿ ಉತ್ತಮವಾಗಿದ್ದು ರೈತರಿಗೆ ಹರ್ಷ ತಂದಿದೆ. <box>785 1840 1011 1964</box>
story8-paragraph: ಅಲ್ಲದೆ ಎಪಿಎಂಸಿಯ ರಾಗಿ ಖರೀದಿ ಕೇಂದ್ರದಲ್ಲೂ ಸಹ ರಾಗಿ ಮಾರಾಟಕ್ಕೆ ರೈತರು ಸರತಿ ಸಾಲಿನಲ್ಲಿ ನಿಂತು ಗ್ರೀನ್ ಫ್ರೂಟ್ಸ್ ಪಡೆಯುತ್ತಿದ್ದಾರೆ. ವಾರ್ತಕರೂ ಸಹ ಹೆಚ್ಚು ಆಸಕ್ತಿ ತೋರುತ್ತಿದ್ದು ದೂರವಾಣಿ ಕರೆ ಮಾಡಿ ನಮ್ಮಲ್ಲೇ ಬೆಲೆ ನಿಗದಿಪಡಿಸಿ ಕೇಳುತ್ತಿದ್ದಾರೆ. ಒಟ್ಟಾರೆ ಈ ವರ್ಷದ ರಾಗಿ ಬೆಳೆಯಿಂದ ರೈತರು ಮತ್ತು ವರ್ತಕರಲ್ಲಿ ಸಂಭ್ರಮ ಮನೆಮಾಡಿದೆ. <box>1251 2216 1485 2362</box>
story8-paragraph: ತಾಲೂಕಿನಲ್ಲಿ ಕಳೆದ ವರ್ಷದಂತೆ ಈ ವರ್ಷವೂ ಸಹ ರಾಗಿ ಬಂಪರ್ ಬೆಳೆಯಾಗುವ ನಿರೀಕ್ಷೆಯಿದೆ. ಪಕ್ಕದ ತಮಿಳುನಾಡಿನಿಂದ ಈಗಾಗಲೇ ನೂರಾರು ರಾಗಿ ಕಟಾವು ಯಂತ್ರಗಳು <box>1018 2302 1244 2384</box>
important-day-item: ನವೆಂಬರ್ 29 ಪ್ಯಾಲೆಸ್ತೀನಿಯನ್ ಜನರೊಂದಿಗೆ ಏಕತೆಯ ಅಂತರರಾಷ್ಟ್ರೀಯ ದಿನ <box>1148 852 1475 895</box>
masthead <box>29 0 1483 47</box>
story8-photo <box>1018 1838 1485 2116</box>
story5-headline: ಹಣ ಕದಿಯುವ ಸೈಬರ್ ಅಪರಾಧಿಗಳಿಂದ ಗ್ರಾಹಕರು ಎಚ್ಚರವಾಗಿರಿ <box>785 1165 1339 1196</box>
important-day-item: ನವೆಂಬರ್ 25 ಮಹಿಳೆಯರ ವಿರುದ್ಧದ ಹಿಂಸಾಚಾರ ನಿರ್ಮೂಲನೆಗಾಗಿ ಅಂತರಾಷ್ಟ್ರೀಯ ದಿನ <box>1148 743 1475 786</box>
important-day-item: ನವೆಂಬರ್ 11 ರಾಷ್ಟ್ರೀಯ ಶಿಕ್ಷಣ ದಿನ <box>1148 409 1475 432</box>
story6-headline: ಸಾರ್ವಕಾಲಿಕವಾಗಿ ಒಪ್ಪುವಂತಹವು ರಾಷ್ಟ್ರಕವಿ ಕುವೆಂಪು ವಿರಚಿತ ನಾಟಕಗಳು <box>29 1667 727 1702</box>
story1-paragraph: ಸೋಮವಾರ ಪತ್ರಿಕಾಗೋಷ್ಠಿ ನಡೆಸಿ ಮಾತನಾಡಿದ ಅವರು, ಈ ನಾಟಕೋತ್ಸವದಲ್ಲಿ ಶ್ರೀ ಗಣೇಶ ಮಂದಾರ್ತಿಯವರ ನಿರ್ದೇಶನದ 'ಮೈ ಫ್ಯಾಮಿಲಿ' ನಾಟಕವನ್ನು ಪ್ರದರ್ಶಿಸಲಾಗುವುದು. ತುಮಕೂರು ನಗರ ವ್ಯಾಪ್ತಿಯ ಶಾಲಾ ಮಕ್ಕಳು, ಕಾಲೇಜು ವಿದ್ಯಾರ್ಥಿಗಳು ಹಾಗೂ ಶಿಕ್ಷಕರು ಭಾಗವಹಿಸಿ, ಮಕ್ಕಳ ಮಾನಸಿಕ, ದೈಹಿಕ ಸಹಜ ವಿಕಾಸಕ್ಕೆ ಪೂರಕವಾಗಿ ರಂಗಾಯಣವು ರೂಪಿಸಿರುವ ಉತ್ಸವದ ಪ್ರಯೋಜನವನ್ನು ಪಡೆದುಕೊಳ್ಳಬಹುದಾಗಿದೆ. <box>29 316 307 483</box>
story5-photo <box>1018 1205 1485 1356</box>
